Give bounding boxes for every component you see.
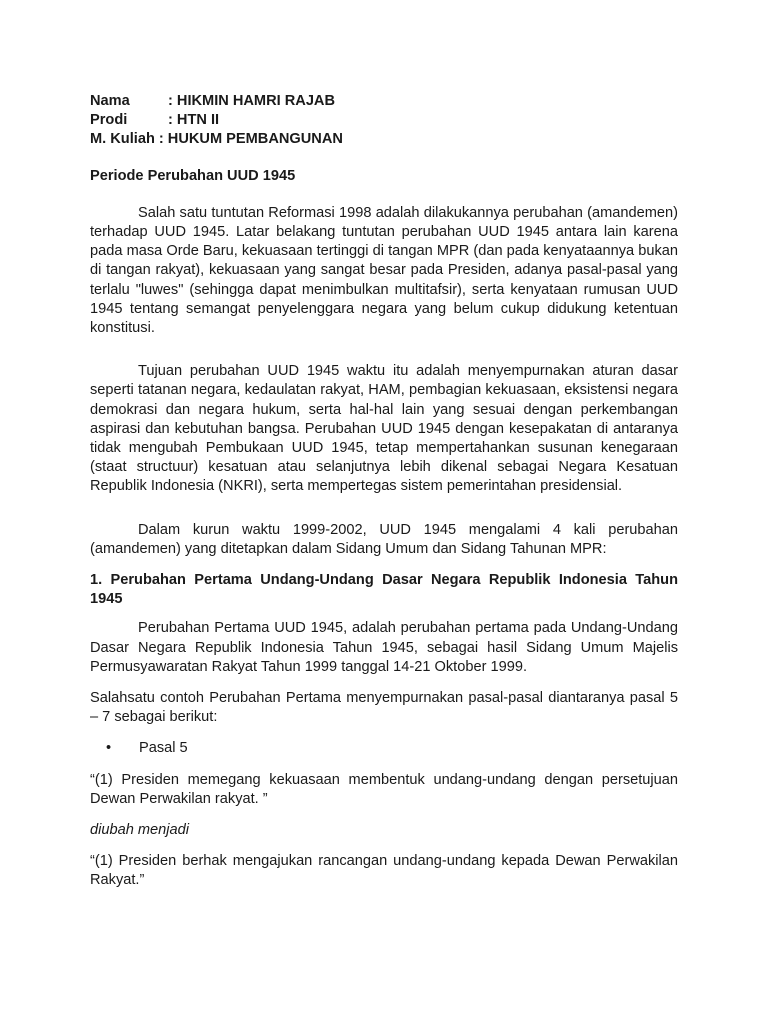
student-info-block [90,92,678,150]
paragraph-amendment-period: Dalam kurun waktu 1999-2002, UUD 1945 mengalami 4 kali perubahan (amandemen) yang ditetapkan dalam Sidang Umum dan Sidang Tahunan MPR: [90,521,678,557]
document-page [90,92,678,891]
paragraph-amendment-purpose: Tujuan perubahan UUD 1945 waktu itu adalah menyempurnakan aturan dasar seperti tatanan negara, kedaulatan rakyat, HAM, pembagian kekuasaan, eksistensi negara demokrasi dan negara hukum, serta hal-hal lain yang sesuai dengan perkembangan aspirasi dan kebutuhan bangsa. Perubahan UUD 1945 dengan kesepakatan di antaranya tidak mengubah Pembukaan UUD 1945, tetap mempertahankan susunan kenegaraan (staat structuur) kesatuan atau selanjutnya lebih dikenal sebagai Negara Kesatuan Republik Indonesia (NKRI), serta mempertegas sistem pemerintahan presidensial. [90,363,678,495]
bullet-item-label: Pasal 5 [139,740,188,757]
info-label-course: M. Kuliah [90,131,155,148]
quote-original-article: “(1) Presiden memegang kekuasaan membentuk undang-undang dengan persetujuan Dewan Perwakilan rakyat. ” [90,771,678,807]
section-heading-first-amendment: 1. Perubahan Pertama Undang-Undang Dasar Negara Republik Indonesia Tahun 1945 [90,572,678,608]
paragraph-reform-background: Salah satu tuntutan Reformasi 1998 adalah dilakukannya perubahan (amandemen) terhadap UUD 1945. Latar belakang tuntutan perubahan UUD 1945 antara lain karena pada masa Orde Baru, kekuasaan tertinggi di tangan MPR (dan pada kenyataannya bukan di tangan rakyat), kekuasaan yang sangat besar pada Presiden, adanya pasal-pasal yang terlalu "luwes" (sehingga dapat menimbulkan multitafsir), serta kenyataan rumusan UUD 1945 tentang semangat penyelenggara negara yang belum cukup didukung ketentuan konstitusi. [90,204,678,336]
info-label-program: Prodi [90,112,128,129]
info-row-course [90,130,678,149]
document-title: Periode Perubahan UUD 1945 [90,167,296,184]
paragraph-first-amendment: Perubahan Pertama UUD 1945, adalah perubahan pertama pada Undang-Undang Dasar Negara Republik Indonesia Tahun 1945, sebagai hasil Sidang Umum Majelis Permusyawaratan Rakyat Tahun 1999 tanggal 14-21 Oktober 1999. [90,620,678,675]
quote-amended-article: “(1) Presiden berhak mengajukan rancangan undang-undang kepada Dewan Perwakilan Rakyat.” [90,853,678,889]
info-row-name [90,92,678,111]
info-row-program [90,111,678,130]
info-value-name: : HIKMIN HAMRI RAJAB [168,93,336,109]
paragraph-example-intro: Salahsatu contoh Perubahan Pertama menyempurnakan pasal-pasal diantaranya pasal 5 – 7 sebagai berikut: [90,690,678,726]
info-value-course: : HUKUM PEMBANGUNAN [158,131,343,148]
bullet-list-item [90,739,678,758]
changed-to-label: diubah menjadi [90,822,189,839]
info-label-name: Nama [90,93,130,109]
info-value-program: : HTN II [168,112,220,129]
bullet-icon: • [106,740,112,757]
